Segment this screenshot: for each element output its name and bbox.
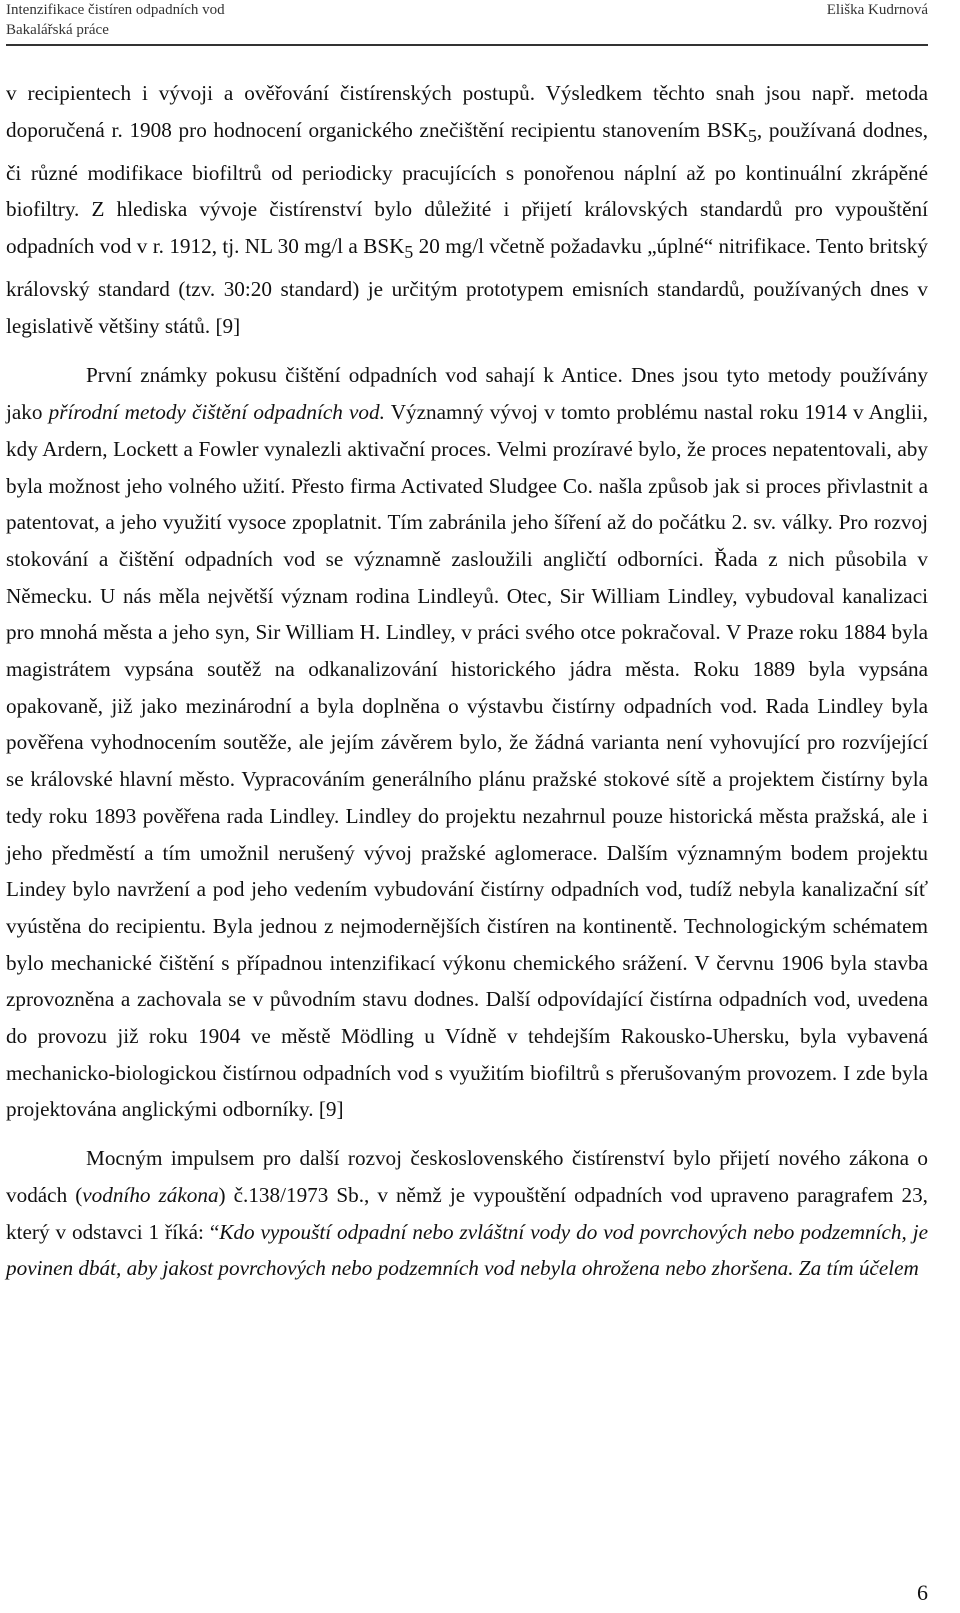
text-run: ) č.138/1973 Sb., v němž je vypouštění odpadních vod upraveno paragrafem 23, který v odstavci 1 říká: “ (6, 1182, 928, 1244)
document-body (6, 75, 928, 1287)
text-run: , používaná dodnes, či různé modifikace biofiltrů od periodicky pracujících s ponořenou náplní až po kontinuální zkrápěné biofiltry. Z hlediska vývoje čistírenství bylo důležité i přijetí královských standardů pro vypouštění odpadních vod v r. 1912, tj. NL 30 mg/l a BSK (6, 117, 929, 259)
paragraph-spacer (6, 1128, 928, 1140)
subscript: 5 (404, 242, 414, 263)
text-run: Mocným impulsem pro další rozvoj československého čistírenství bylo přijetí nového zákona o vodách ( (6, 1146, 928, 1207)
header-title: Intenzifikace čistíren odpadních vod (6, 2, 225, 18)
paragraph-3 (6, 1140, 928, 1287)
text-run: 20 mg/l včetně požadavku „úplné“ nitrifikace. Tento britský královský standard (tzv. 30:20 standard) je určitým prototypem emisních standardů, používaných dnes v legislativě většiny států. [9] (6, 234, 928, 338)
header-author: Eliška Kudrnová (826, 2, 928, 18)
italic-run: přírodní metody čištění odpadních vod. (48, 400, 385, 425)
text-run: v recipientech i vývoji a ověřování čistírenských postupů. Výsledkem těchto snah jsou např. metoda doporučená r. 1908 pro hodnocení organického znečištění recipientu stanovením BSK (6, 81, 928, 142)
italic-run: Kdo vypouští odpadní nebo zvláštní vody do vod povrchových nebo podzemních, je povinen dbát, aby jakost povrchových nebo podzemních vod nebyla ohrožena nebo zhoršena. Za tím účelem (6, 1219, 929, 1281)
header-subtitle: Bakalářská práce (6, 22, 109, 38)
paragraph-1 (6, 75, 928, 344)
text-run: Významný vývoj v tomto problému nastal roku 1914 v Anglii, kdy Ardern, Lockett a Fowler vynalezli aktivační proces. Velmi prozíravé bylo, že proces nepatentovali, aby byla možnost jeho volného užití. Přesto firma Activated Sludgee Co. našla způsob jak si proces přivlastnit a patentovat, a jeho využití vysoce zpoplatnit. Tím zabránila jeho šíření až do počátku 2. sv. války. Pro rozvoj stokování a čištění odpadních vod se významně zasloužili angličtí odborníci. Řada z nich působila v Německu. U nás měla největší význam rodina Lindleyů. Otec, Sir William Lindley, vybudoval kanalizaci pro mnohá města a jeho syn, Sir William H. Lindley, v práci svého otce pokračoval. V Praze roku 1884 byla magistrátem vypsána soutěž na odkanalizování historického jádra města. Roku 1889 byla vypsána opakovaně, již jako mezinárodní a byla doplněna o výstavbu čistírny odpadních vod. Rada Lindley byla pověřena vyhodnocením soutěže, ale jejím závěrem bylo, že žádná varianta není vyhovující pro rozvíjející se královské hlavní město. Vypracováním generálního plánu pražské stokové sítě a projektem čistírny byla tedy roku 1893 pověřena rada Lindley. Lindley do projektu nezahrnul pouze historická města pražská, ale i jeho předměstí a tím umožnil nerušený vývoj pražské aglomerace. Dalším významným bodem projektu Lindey bylo navržení a pod jeho vedením vybudování čistírny odpadních vod, tudíž nebyla kanalizační síť vyústěna do recipientu. Byla jednou z nejmodernějších čistíren na kontinentě. Technologickým schématem bylo mechanické čištění s případnou intenzifikací výkonu chemického srážení. V červnu 1906 byla stavba zprovozněna a zachovala se v původním stavu dodnes. Další odpovídající čistírna odpadních vod, uvedena do provozu již roku 1904 ve městě Mödling u Vídně v tehdejším Rakousko-Uhersku, byla vybavená mechanicko-biologickou čistírnou odpadních vod s využitím biofiltrů s přerušovaným provozem. I zde byla projektována anglickými odborníky. [9] (6, 400, 928, 1122)
paragraph-2 (6, 357, 928, 1128)
header-left (6, 0, 225, 40)
italic-run: vodního zákona (82, 1182, 219, 1207)
page-number: 6 (917, 1580, 928, 1605)
running-header (6, 0, 928, 46)
text-run: První známky pokusu čištění odpadních vod sahají k Antice. Dnes jsou tyto metody používány jako (6, 363, 928, 425)
paragraph-spacer (6, 344, 928, 357)
subscript: 5 (748, 125, 757, 146)
